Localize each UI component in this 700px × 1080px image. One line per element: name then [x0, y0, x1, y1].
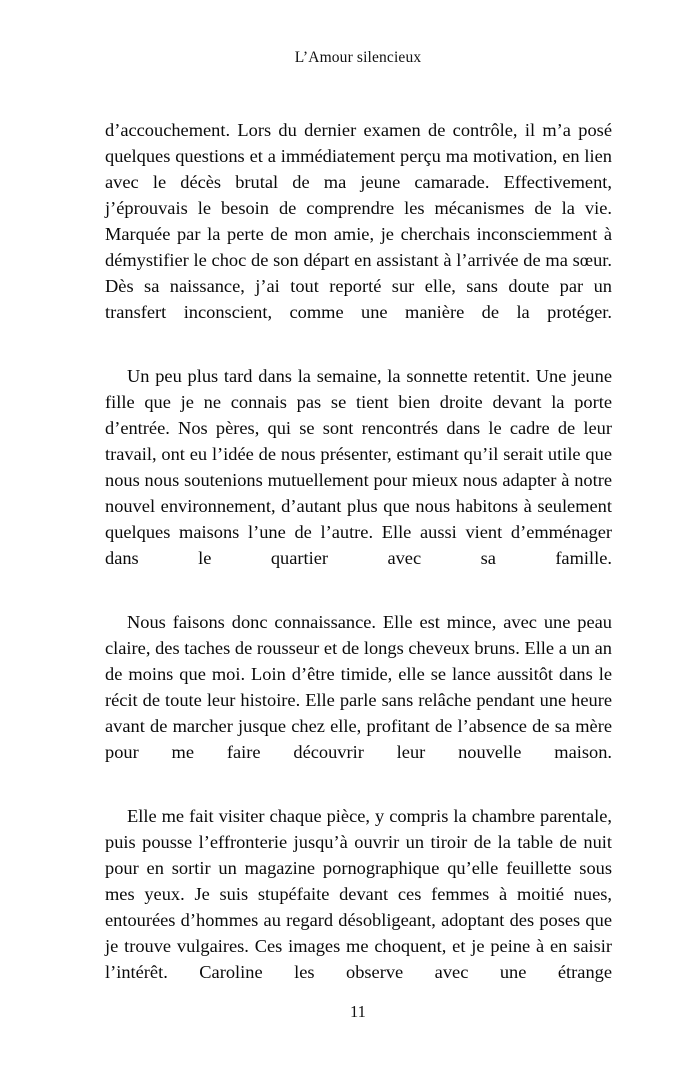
page-number: 11 — [350, 1002, 366, 1021]
paragraph: d’accouchement. Lors du dernier examen de contrôle, il m’a posé quelques questions et a immédiatement perçu ma motivation, en lien avec le décès brutal de ma jeune camarade. Effectivement, j’éprouvais le besoin de comprendre les mécanismes de la vie. Marquée par la perte de mon amie, je cherchais inconsciemment à démystifier le choc de son départ en assistant à l’arrivée de ma sœur. Dès sa naissance, j’ai tout reporté sur elle, sans doute par un transfert inconscient, comme une manière de la protéger. — [105, 120, 612, 323]
body-text-block — [105, 117, 612, 1011]
running-head-title: L’Amour silencieux — [294, 49, 422, 66]
paragraph: Nous faisons donc connaissance. Elle est mince, avec une peau claire, des taches de rousseur et de longs cheveux bruns. Elle a un an de moins que moi. Loin d’être timide, elle se lance aussitôt dans le récit de toute leur histoire. Elle parle sans relâche pendant une heure avant de marcher jusque chez elle, profitant de l’absence de sa mère pour me faire découvrir leur nouvelle maison. — [105, 611, 612, 763]
paragraph: Elle me fait visiter chaque pièce, y compris la chambre parentale, puis pousse l’effronterie jusqu’à ouvrir un tiroir de la table de nuit pour en sortir un magazine pornographique qu’elle feuillette sous mes yeux. Je suis stupéfaite devant ces femmes à moitié nues, entourées d’hommes au regard désobligeant, adoptant des poses que je trouve vulgaires. Ces images me choquent, et je peine à en saisir l’intérêt. Caroline les observe avec une étrange — [105, 805, 612, 982]
paragraph: Un peu plus tard dans la semaine, la sonnette retentit. Une jeune fille que je ne connais pas se tient bien droite devant la porte d’entrée. Nos pères, qui se sont rencontrés dans le cadre de leur travail, ont eu l’idée de nous présenter, estimant qu’il serait utile que nous nous soutenions mutuellement pour mieux nous adapter à notre nouvel environnement, d’autant plus que nous habitons à seulement quelques maisons l’une de l’autre. Elle aussi vient d’emménager dans le quartier avec sa famille. — [105, 365, 612, 569]
